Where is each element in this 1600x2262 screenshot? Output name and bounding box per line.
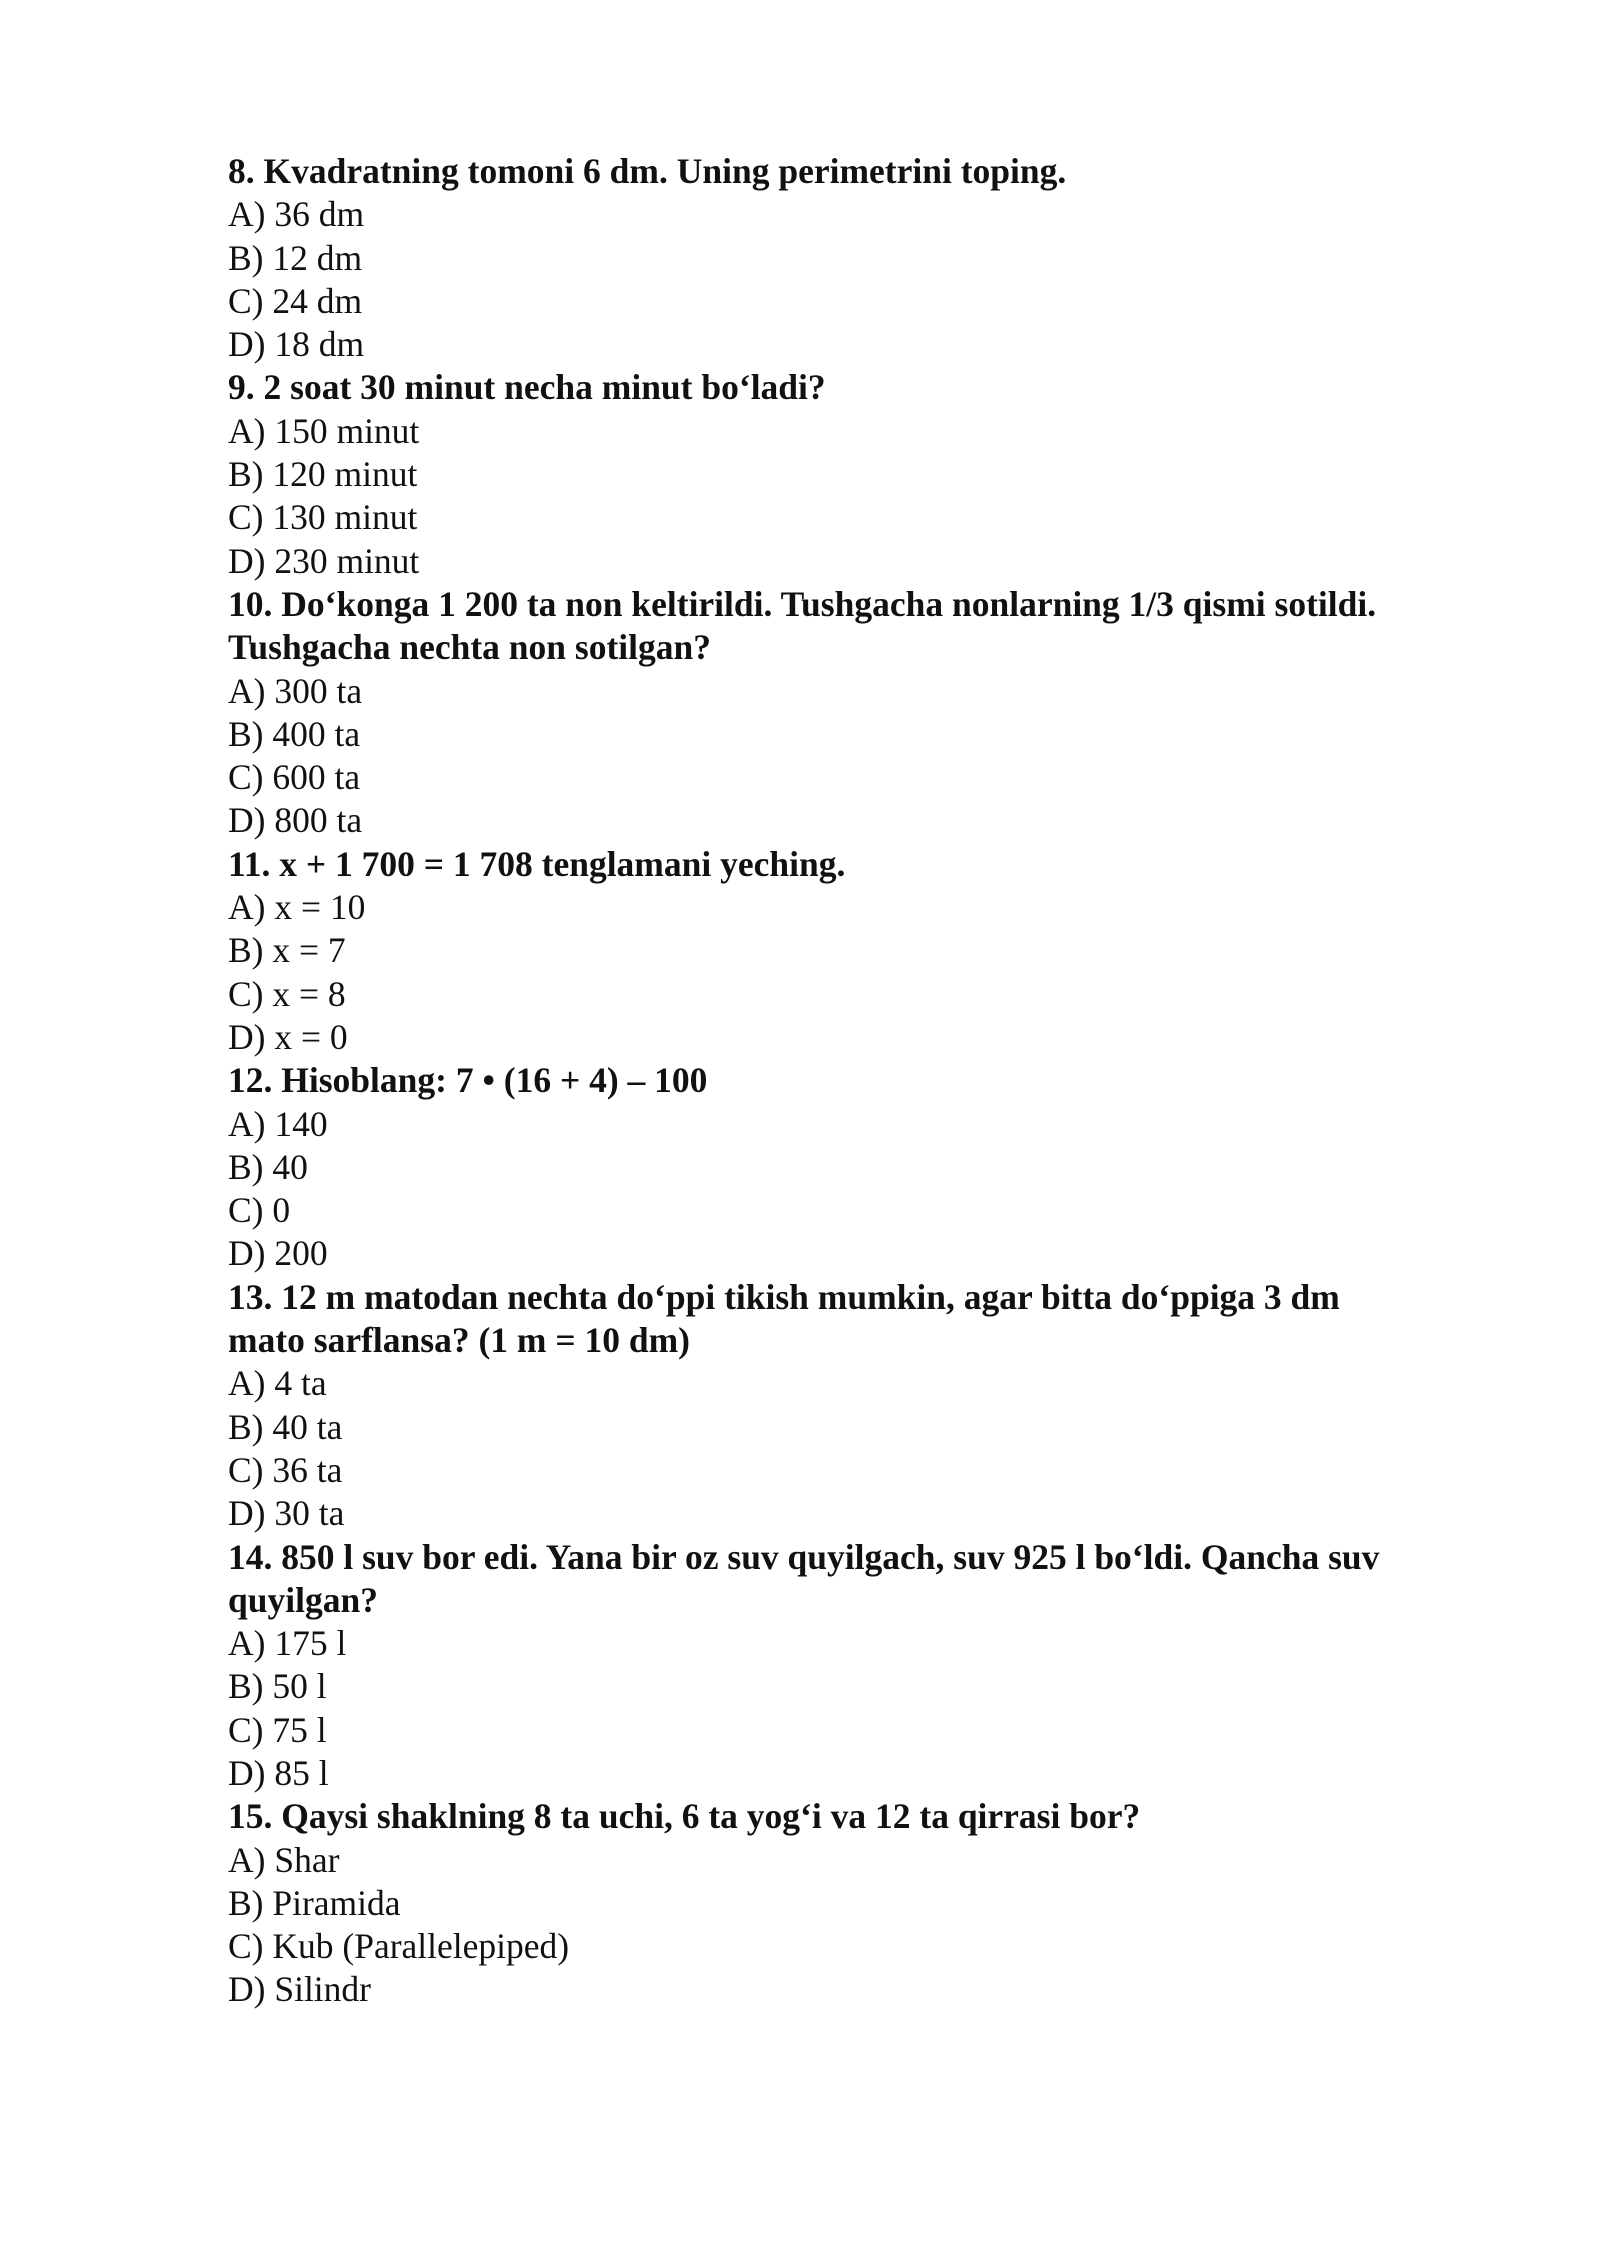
option-d: D) 800 ta	[228, 800, 363, 841]
question-text-line-1: 13. 12 m matodan nechta do‘ppi tikish mumkin, agar bitta do‘ppiga 3 dm	[228, 1276, 1340, 1317]
question-text: 15. Qaysi shaklning 8 ta uchi, 6 ta yog‘i va 12 ta qirrasi bor?	[228, 1796, 1141, 1837]
option-d: D) 30 ta	[228, 1493, 345, 1534]
option-d: D) x = 0	[228, 1016, 348, 1057]
question-text: 9. 2 soat 30 minut necha minut bo‘ladi?	[228, 367, 826, 408]
option-a: A) 175 l	[228, 1623, 347, 1664]
question-text-line-2: Tushgacha nechta non sotilgan?	[228, 627, 712, 668]
question-9	[228, 366, 1488, 582]
option-d: D) 230 minut	[228, 540, 420, 581]
question-13	[228, 1276, 1488, 1536]
question-10	[228, 583, 1488, 843]
question-text: 8. Kvadratning tomoni 6 dm. Uning perimetrini toping.	[228, 151, 1067, 191]
option-c: C) 600 ta	[228, 757, 361, 798]
question-11	[228, 843, 1488, 1059]
option-a: A) 150 minut	[228, 410, 420, 451]
question-14	[228, 1536, 1488, 1796]
question-15	[228, 1795, 1488, 2011]
question-12	[228, 1059, 1488, 1275]
option-c: C) 0	[228, 1190, 291, 1231]
option-b: B) 120 minut	[228, 454, 418, 495]
question-text: 12. Hisoblang: 7 • (16 + 4) – 100	[228, 1060, 708, 1101]
option-b: B) x = 7	[228, 930, 346, 971]
option-a: A) Shar	[228, 1839, 340, 1880]
option-c: C) 75 l	[228, 1709, 327, 1750]
question-list	[228, 150, 1488, 2012]
option-b: B) 50 l	[228, 1666, 327, 1707]
option-d: D) Silindr	[228, 1969, 371, 2010]
option-c: C) 130 minut	[228, 497, 418, 538]
question-text-line-2: quyilgan?	[228, 1579, 378, 1620]
option-a: A) 300 ta	[228, 670, 363, 711]
option-c: C) x = 8	[228, 973, 346, 1014]
option-c: C) Kub (Parallelepiped)	[228, 1926, 570, 1967]
question-text: 11. x + 1 700 = 1 708 tenglamani yeching.	[228, 843, 846, 884]
question-text-line-2: mato sarflansa? (1 m = 10 dm)	[228, 1320, 690, 1361]
option-b: B) 12 dm	[228, 237, 363, 278]
question-text-line-1: 10. Do‘konga 1 200 ta non keltirildi. Tushgacha nonlarning 1/3 qismi sotildi.	[228, 583, 1377, 624]
option-d: D) 85 l	[228, 1752, 329, 1793]
option-c: C) 36 ta	[228, 1449, 343, 1490]
option-d: D) 18 dm	[228, 324, 365, 365]
option-b: B) 40 ta	[228, 1406, 343, 1447]
option-a: A) 36 dm	[228, 194, 365, 235]
option-a: A) 4 ta	[228, 1363, 327, 1404]
option-b: B) 40	[228, 1146, 308, 1187]
question-8	[228, 150, 1488, 366]
option-a: A) x = 10	[228, 887, 366, 928]
question-text-line-1: 14. 850 l suv bor edi. Yana bir oz suv quyilgach, suv 925 l bo‘ldi. Qancha suv	[228, 1536, 1380, 1577]
option-b: B) Piramida	[228, 1882, 401, 1923]
option-c: C) 24 dm	[228, 280, 363, 321]
option-d: D) 200	[228, 1233, 328, 1274]
option-a: A) 140	[228, 1103, 328, 1144]
option-b: B) 400 ta	[228, 713, 361, 754]
